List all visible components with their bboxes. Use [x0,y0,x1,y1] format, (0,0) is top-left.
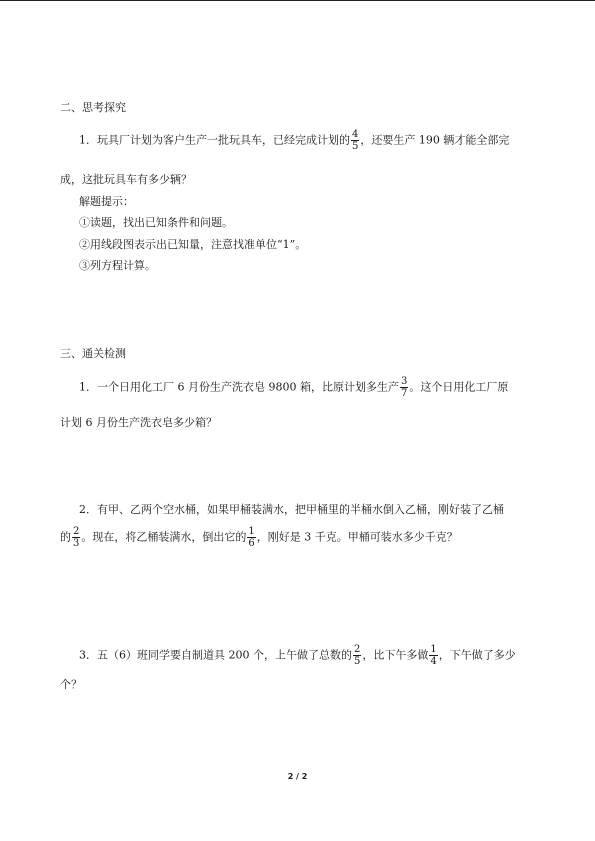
fraction-denominator: 7 [400,388,408,399]
fraction-denominator: 5 [352,141,359,152]
section-3-question-1-line-2: 计划 6 月份生产洗衣皂多少箱？ [60,416,217,429]
fraction-one-sixth [247,526,255,549]
section-3-question-1-line-1 [79,376,508,399]
fraction-numerator: 3 [400,376,408,387]
question-text: 1．玩具厂计划为客户生产一批玩具车，已经完成计划的 [79,133,350,147]
section-2-heading: 二、思考探究 [60,101,126,114]
question-text: 的 [60,530,71,544]
question-text: ，下午做了多少 [438,648,516,662]
hint-title: 解题提示： [79,195,134,208]
question-text: ，刚好是 3 千克。甲桶可装水多少千克？ [256,530,458,544]
section-3-question-2-line-2 [60,526,458,549]
fraction-one-fourth [429,644,437,667]
section-3-heading: 三、通关检测 [60,347,126,360]
question-text: 1．一个日用化工厂 6 月份生产洗衣皂 9800 箱，比原计划多生产 [79,380,399,394]
fraction-numerator: 4 [352,129,359,140]
fraction-two-fifths [353,644,361,667]
fraction-three-sevenths [400,376,408,399]
fraction-denominator: 4 [430,656,437,667]
question-text: 3．五（6）班同学要自制道具 200 个，上午做了总数的 [79,648,352,662]
fraction-denominator: 3 [73,538,80,549]
section-2-question-1-line-1 [79,129,509,152]
fraction-numerator: 1 [430,644,437,655]
page-top-border [0,0,595,1]
fraction-numerator: 2 [353,644,361,655]
section-3-question-2-line-1: 2．有甲、乙两个空水桶，如果甲桶装满水，把甲桶里的半桶水倒入乙桶，刚好装了乙桶 [79,503,504,516]
hint-item-1: ①读题，找出已知条件和问题。 [79,216,233,229]
page-number: 2 / 2 [287,772,308,781]
question-text: 。这个日用化工厂原 [409,380,509,394]
question-text: ，还要生产 190 辆才能全部完 [360,133,510,147]
fraction-denominator: 6 [248,538,255,549]
fraction-numerator: 2 [73,526,80,537]
fraction-two-thirds [72,526,80,549]
section-3-question-3-line-2: 个？ [60,678,82,691]
hint-item-2: ②用线段图表示出已知量，注意找准单位“1”。 [79,238,307,251]
fraction-four-fifths [351,129,359,152]
fraction-denominator: 5 [353,656,361,667]
fraction-numerator: 1 [248,526,255,537]
section-2-question-1-line-2: 成，这批玩具车有多少辆？ [60,173,192,186]
question-text: 。现在，将乙桶装满水，倒出它的 [81,530,247,544]
question-text: ，比下午多做 [362,648,429,662]
hint-item-3: ③列方程计算。 [79,259,156,272]
section-3-question-3-line-1 [79,644,516,667]
